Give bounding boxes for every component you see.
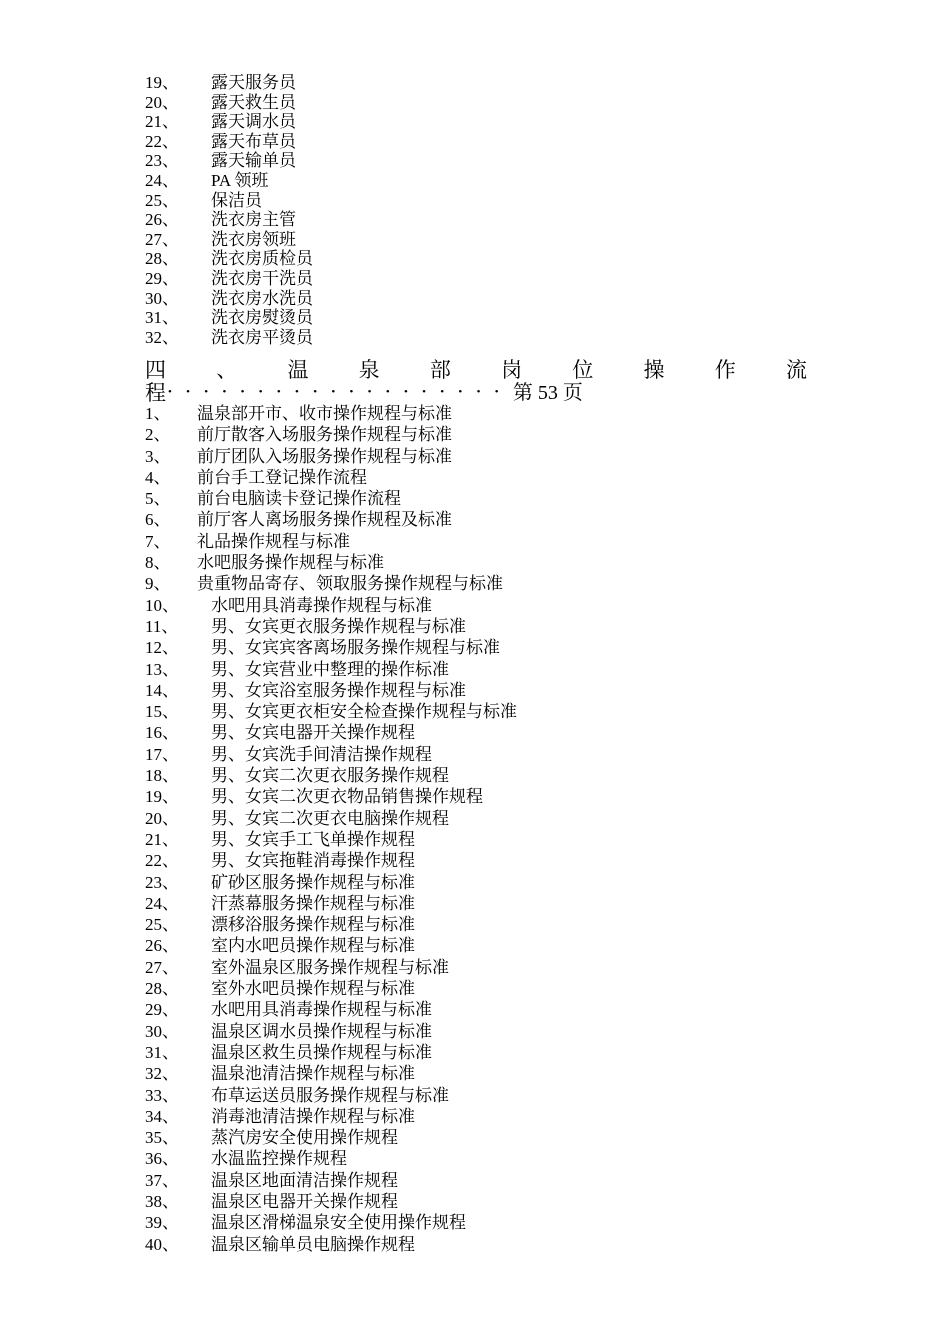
item-number: 32、 <box>145 1064 179 1084</box>
heading-char: 部 <box>429 358 451 382</box>
item-text: PA 领班 <box>211 170 269 190</box>
item-number: 40、 <box>145 1234 179 1254</box>
heading-toc-line <box>145 382 807 404</box>
item-number: 30、 <box>145 288 179 308</box>
item-text: 汗蒸幕服务操作规程与标准 <box>211 893 415 913</box>
item-number: 8、 <box>145 553 171 573</box>
item-text: 露天调水员 <box>211 112 296 132</box>
item-text: 温泉区滑梯温泉安全使用操作规程 <box>211 1213 466 1233</box>
item-text: 洗衣房主管 <box>211 210 296 230</box>
item-number: 36、 <box>145 1149 179 1169</box>
item-number: 39、 <box>145 1213 179 1233</box>
item-text: 洗衣房领班 <box>211 229 296 249</box>
item-text: 温泉区救生员操作规程与标准 <box>211 1042 432 1062</box>
item-text: 露天布草员 <box>211 131 296 151</box>
item-text: 温泉池清洁操作规程与标准 <box>211 1064 415 1084</box>
item-number: 31、 <box>145 308 179 328</box>
item-text: 蒸汽房安全使用操作规程 <box>211 1128 398 1148</box>
item-number: 23、 <box>145 151 179 171</box>
item-number: 27、 <box>145 229 179 249</box>
item-text: 男、女宾拖鞋消毒操作规程 <box>211 851 415 871</box>
item-text: 洗衣房水洗员 <box>211 288 313 308</box>
item-text: 礼品操作规程与标准 <box>197 531 350 551</box>
item-text: 男、女宾更衣柜安全检查操作规程与标准 <box>211 702 517 722</box>
item-number: 13、 <box>145 659 179 679</box>
item-number: 25、 <box>145 915 179 935</box>
item-number: 6、 <box>145 510 171 530</box>
heading-char: 四 <box>145 358 166 382</box>
item-number: 33、 <box>145 1085 179 1105</box>
page-reference: 第 53 页 <box>512 381 583 404</box>
item-number: 26、 <box>145 210 179 230</box>
item-number: 32、 <box>145 327 179 347</box>
item-number: 14、 <box>145 680 179 700</box>
item-text: 水吧用具消毒操作规程与标准 <box>211 595 432 615</box>
item-number: 20、 <box>145 92 179 112</box>
item-text: 男、女宾二次更衣电脑操作规程 <box>211 808 449 828</box>
item-text: 前台手工登记操作流程 <box>197 467 367 487</box>
item-text: 男、女宾电器开关操作规程 <box>211 723 415 743</box>
item-number: 2、 <box>145 425 171 445</box>
heading-char: 温 <box>287 358 309 382</box>
dot-leader: ••••••••••••••••••• <box>168 385 513 398</box>
heading-char: 、 <box>216 358 238 382</box>
item-number: 22、 <box>145 851 179 871</box>
item-text: 消毒池清洁操作规程与标准 <box>211 1106 415 1126</box>
item-number: 24、 <box>145 170 179 190</box>
item-number: 21、 <box>145 112 179 132</box>
item-number: 20、 <box>145 808 179 828</box>
item-number: 18、 <box>145 766 179 786</box>
item-text: 温泉区调水员操作规程与标准 <box>211 1021 432 1041</box>
item-number: 22、 <box>145 131 179 151</box>
item-number: 26、 <box>145 936 179 956</box>
item-text: 洗衣房干洗员 <box>211 268 313 288</box>
item-text: 布草运送员服务操作规程与标准 <box>211 1085 449 1105</box>
item-text: 水温监控操作规程 <box>211 1149 347 1169</box>
item-text: 室内水吧员操作规程与标准 <box>211 936 415 956</box>
item-text: 男、女宾二次更衣服务操作规程 <box>211 766 449 786</box>
item-text: 温泉区电器开关操作规程 <box>211 1191 398 1211</box>
item-number: 3、 <box>145 446 171 466</box>
item-number: 38、 <box>145 1191 179 1211</box>
heading-char: 操 <box>643 358 665 382</box>
item-number: 1、 <box>145 404 171 423</box>
item-text: 水吧用具消毒操作规程与标准 <box>211 1000 432 1020</box>
item-number: 19、 <box>145 73 179 92</box>
item-text: 保洁员 <box>211 190 262 210</box>
section-heading <box>145 359 807 404</box>
item-text: 洗衣房质检员 <box>211 249 313 269</box>
item-number: 27、 <box>145 957 179 977</box>
item-text: 水吧服务操作规程与标准 <box>197 553 384 573</box>
item-text: 矿砂区服务操作规程与标准 <box>211 872 415 892</box>
item-text: 男、女宾营业中整理的操作标准 <box>211 659 449 679</box>
item-text: 前台电脑读卡登记操作流程 <box>197 489 401 509</box>
item-text: 温泉区地面清洁操作规程 <box>211 1170 398 1190</box>
item-number: 29、 <box>145 1000 179 1020</box>
heading-char: 泉 <box>358 358 380 382</box>
item-text: 露天服务员 <box>211 73 296 92</box>
item-number: 5、 <box>145 489 171 509</box>
item-number: 25、 <box>145 190 179 210</box>
item-text: 前厅客人离场服务操作规程及标准 <box>197 510 452 530</box>
item-text: 洗衣房平烫员 <box>211 327 313 347</box>
item-text: 男、女宾洗手间清洁操作规程 <box>211 744 432 764</box>
item-number: 34、 <box>145 1106 179 1126</box>
item-number: 28、 <box>145 979 179 999</box>
item-number: 30、 <box>145 1021 179 1041</box>
item-number: 10、 <box>145 595 179 615</box>
heading-char: 程 <box>145 380 166 405</box>
item-number: 24、 <box>145 893 179 913</box>
item-text: 男、女宾二次更衣物品销售操作规程 <box>211 787 483 807</box>
item-text: 男、女宾宾客离场服务操作规程与标准 <box>211 638 500 658</box>
item-number: 37、 <box>145 1170 179 1190</box>
item-number: 17、 <box>145 744 179 764</box>
item-number: 15、 <box>145 702 179 722</box>
item-text: 男、女宾更衣服务操作规程与标准 <box>211 616 466 636</box>
heading-title <box>145 359 807 382</box>
heading-char: 流 <box>785 358 807 382</box>
item-text: 室外温泉区服务操作规程与标准 <box>211 957 449 977</box>
item-text: 前厅团队入场服务操作规程与标准 <box>197 446 452 466</box>
item-number: 19、 <box>145 787 179 807</box>
item-text: 室外水吧员操作规程与标准 <box>211 979 415 999</box>
item-number: 29、 <box>145 268 179 288</box>
heading-char: 作 <box>714 358 736 382</box>
item-text: 漂移浴服务操作规程与标准 <box>211 915 415 935</box>
item-text: 男、女宾手工飞单操作规程 <box>211 829 415 849</box>
item-text: 前厅散客入场服务操作规程与标准 <box>197 425 452 445</box>
item-text: 露天输单员 <box>211 151 296 171</box>
item-number: 12、 <box>145 638 179 658</box>
item-text: 露天救生员 <box>211 92 296 112</box>
item-number: 7、 <box>145 531 171 551</box>
item-number: 11、 <box>145 616 179 636</box>
item-text: 温泉区输单员电脑操作规程 <box>211 1234 415 1254</box>
item-number: 31、 <box>145 1042 179 1062</box>
item-text: 男、女宾浴室服务操作规程与标准 <box>211 680 466 700</box>
item-number: 35、 <box>145 1128 179 1148</box>
heading-char: 岗 <box>501 358 523 382</box>
item-number: 16、 <box>145 723 179 743</box>
item-number: 9、 <box>145 574 171 594</box>
item-text: 贵重物品寄存、领取服务操作规程与标准 <box>197 574 503 594</box>
item-number: 21、 <box>145 829 179 849</box>
item-number: 4、 <box>145 467 171 487</box>
heading-char: 位 <box>572 358 594 382</box>
item-number: 23、 <box>145 872 179 892</box>
item-number: 28、 <box>145 249 179 269</box>
item-text: 洗衣房熨烫员 <box>211 308 313 328</box>
item-text: 温泉部开市、收市操作规程与标准 <box>197 404 452 423</box>
